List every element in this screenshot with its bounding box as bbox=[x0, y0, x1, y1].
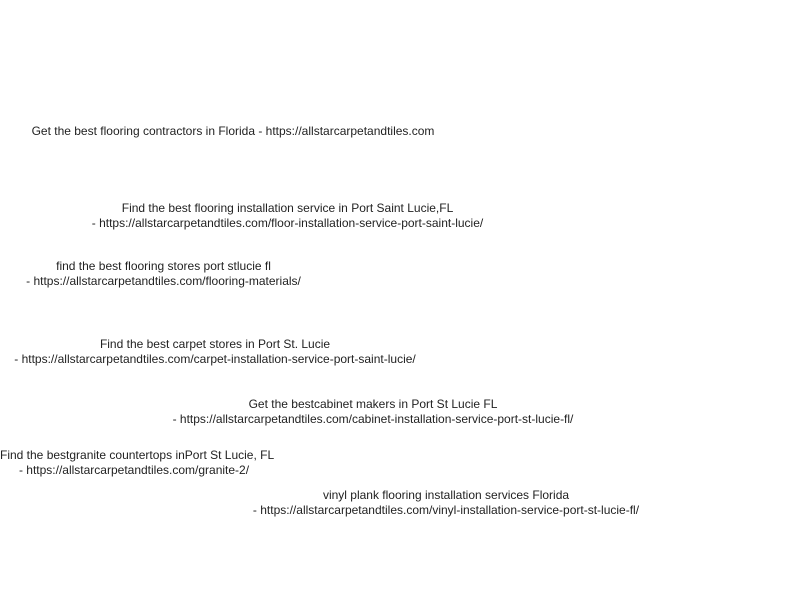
link-url: - https://allstarcarpetandtiles.com/flooring-materials/ bbox=[26, 274, 301, 288]
link-block-carpet-stores bbox=[0, 337, 430, 367]
link-block-granite-countertops bbox=[0, 448, 275, 478]
link-url: - https://allstarcarpetandtiles.com/cabinet-installation-service-port-st-lucie-fl/ bbox=[172, 412, 574, 426]
link-title: Find the best flooring installation service in Port Saint Lucie,FL bbox=[121, 201, 454, 215]
link-url: - https://allstarcarpetandtiles.com/carpet-installation-service-port-saint-lucie/ bbox=[14, 352, 416, 366]
link-title: vinyl plank flooring installation services Florida bbox=[322, 488, 570, 502]
link-url: - https://allstarcarpetandtiles.com/granite-2/ bbox=[18, 463, 250, 477]
link-block-flooring-contractors bbox=[0, 124, 466, 139]
link-url: - https://allstarcarpetandtiles.com/vinyl-installation-service-port-st-lucie-fl/ bbox=[252, 503, 640, 517]
link-title: Find the bestgranite countertops inPort St Lucie, FL bbox=[0, 448, 275, 462]
link-title: find the best flooring stores port stlucie fl bbox=[56, 259, 271, 273]
link-block-cabinet-makers bbox=[160, 397, 586, 427]
link-block-flooring-installation bbox=[75, 201, 500, 231]
link-block-vinyl-plank bbox=[246, 488, 646, 518]
link-title: Get the bestcabinet makers in Port St Lucie FL bbox=[248, 397, 498, 411]
link-title: Find the best carpet stores in Port St. Lucie bbox=[99, 337, 331, 351]
link-title: Get the best flooring contractors in Florida - https://allstarcarpetandtiles.com bbox=[31, 124, 435, 138]
link-block-flooring-stores bbox=[15, 259, 312, 289]
link-url: - https://allstarcarpetandtiles.com/floor-installation-service-port-saint-lucie/ bbox=[91, 216, 484, 230]
